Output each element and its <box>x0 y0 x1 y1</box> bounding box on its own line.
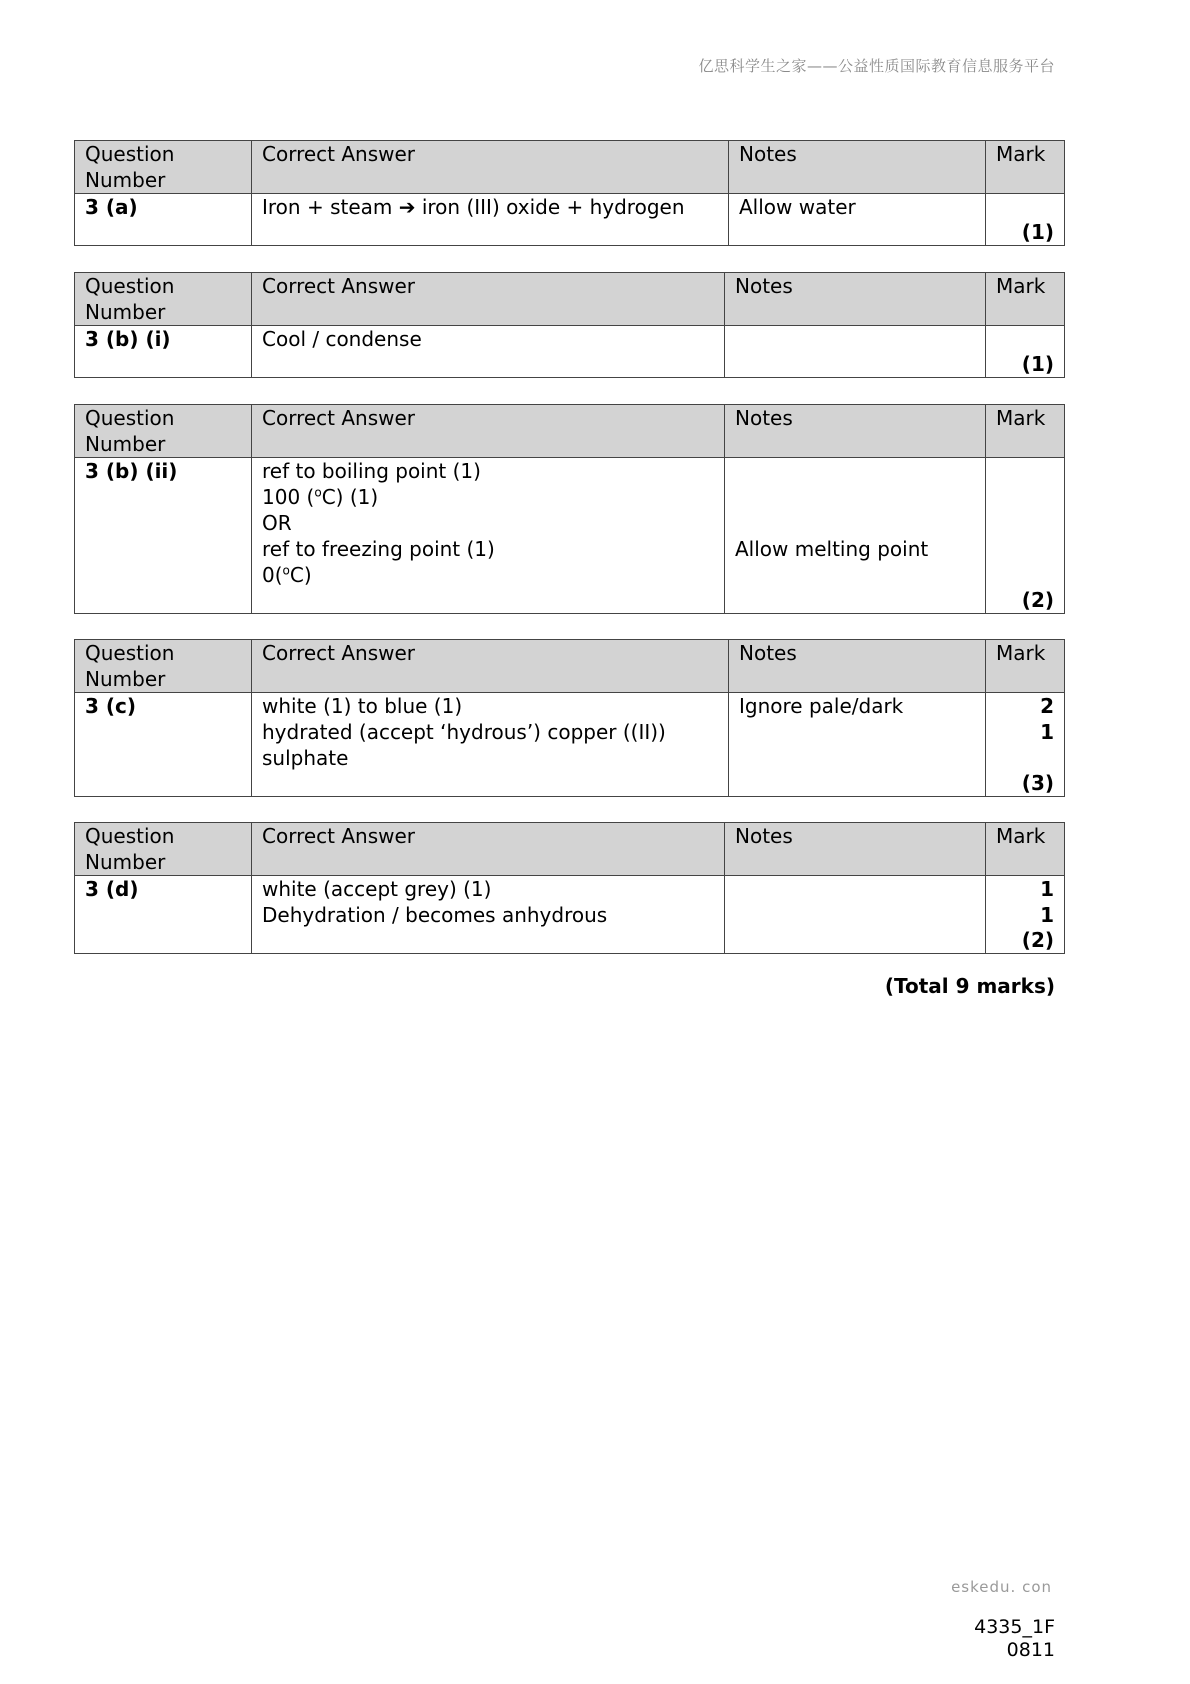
total-marks: (Total 9 marks) <box>884 974 1055 998</box>
header-mark: Mark <box>986 405 1065 458</box>
header-question-number: Question Number <box>75 405 252 458</box>
mark-total: (3) <box>1021 771 1054 795</box>
mark-value: 2 <box>1040 694 1054 718</box>
table-header-row <box>75 405 1065 458</box>
table-header-row <box>75 640 1065 693</box>
answer-line: Cool / condense <box>262 327 422 351</box>
paper-code-line: 0811 <box>1006 1639 1055 1661</box>
degree-symbol: o <box>314 485 322 500</box>
header-correct-answer: Correct Answer <box>252 273 725 326</box>
mark-value: 1 <box>1040 903 1054 927</box>
answer-line: white (1) to blue (1) <box>262 694 463 718</box>
mark-total: (2) <box>1021 588 1054 612</box>
header-mark: Mark <box>986 141 1065 194</box>
mark-cell <box>986 194 1065 246</box>
mark-cell <box>986 326 1065 378</box>
paper-code-line: 4335_1F <box>974 1616 1055 1638</box>
mark-value: 1 <box>1040 877 1054 901</box>
correct-answer <box>252 876 725 954</box>
mark-values <box>996 693 1054 745</box>
mark-total: (1) <box>1021 220 1054 244</box>
answer-line: 100 ($^o$C) (1) <box>262 485 379 509</box>
mark-value: 1 <box>1040 720 1054 744</box>
notes-cell: Allow water <box>729 194 986 246</box>
note-text: Allow melting point <box>735 537 929 561</box>
notes-cell: Ignore pale/dark <box>729 693 986 797</box>
table-row <box>75 876 1065 954</box>
site-header-note: 亿思科学生之家——公益性质国际教育信息服务平台 <box>698 57 1055 75</box>
header-mark: Mark <box>986 640 1065 693</box>
correct-answer <box>252 458 725 614</box>
header-notes: Notes <box>729 640 986 693</box>
mark-cell <box>986 458 1065 614</box>
notes-cell <box>725 458 986 614</box>
table-header-row <box>75 141 1065 194</box>
header-correct-answer: Correct Answer <box>252 141 729 194</box>
mark-table-3b-i <box>74 272 1065 378</box>
header-notes: Notes <box>725 405 986 458</box>
footer-watermark: eskedu. con <box>951 1578 1052 1596</box>
header-notes: Notes <box>729 141 986 194</box>
mark-table-3c <box>74 639 1065 797</box>
header-question-number: Question Number <box>75 640 252 693</box>
correct-answer <box>252 194 729 246</box>
question-number: 3 (b) (i) <box>75 326 252 378</box>
mark-total: (2) <box>1021 928 1054 952</box>
header-question-number: Question Number <box>75 273 252 326</box>
notes-cell <box>725 876 986 954</box>
question-number: 3 (a) <box>75 194 252 246</box>
table-header-row <box>75 823 1065 876</box>
question-number: 3 (b) (ii) <box>75 458 252 614</box>
table-row <box>75 693 1065 797</box>
answer-line: white (accept grey) (1) <box>262 877 492 901</box>
header-correct-answer: Correct Answer <box>252 823 725 876</box>
table-row <box>75 458 1065 614</box>
mark-table-3b-ii <box>74 404 1065 614</box>
header-correct-answer: Correct Answer <box>252 405 725 458</box>
answer-line: Iron + steam ➔ iron (III) oxide + hydrogen <box>262 195 685 219</box>
correct-answer <box>252 326 725 378</box>
header-notes: Notes <box>725 273 986 326</box>
mark-cell <box>986 876 1065 954</box>
answer-line: OR <box>262 511 292 535</box>
answer-line: ref to boiling point (1) <box>262 459 481 483</box>
answer-line: hydrated (accept ‘hydrous’) copper ((II)) <box>262 720 666 744</box>
mark-values <box>996 876 1054 928</box>
table-header-row <box>75 273 1065 326</box>
table-row <box>75 326 1065 378</box>
mark-table-3d <box>74 822 1065 954</box>
header-question-number: Question Number <box>75 823 252 876</box>
notes-cell <box>725 326 986 378</box>
question-number: 3 (c) <box>75 693 252 797</box>
header-mark: Mark <box>986 823 1065 876</box>
header-correct-answer: Correct Answer <box>252 640 729 693</box>
answer-line: Dehydration / becomes anhydrous <box>262 903 608 927</box>
mark-cell <box>986 693 1065 797</box>
header-question-number: Question Number <box>75 141 252 194</box>
degree-symbol: o <box>282 563 290 578</box>
correct-answer <box>252 693 729 797</box>
header-notes: Notes <box>725 823 986 876</box>
answer-line: sulphate <box>262 746 349 770</box>
paper-code <box>974 1616 1055 1662</box>
header-mark: Mark <box>986 273 1065 326</box>
question-number: 3 (d) <box>75 876 252 954</box>
answer-line: ref to freezing point (1) <box>262 537 495 561</box>
mark-total: (1) <box>1021 352 1054 376</box>
mark-table-3a <box>74 140 1065 246</box>
answer-line: 0($^o$C) <box>262 563 312 587</box>
table-row <box>75 194 1065 246</box>
